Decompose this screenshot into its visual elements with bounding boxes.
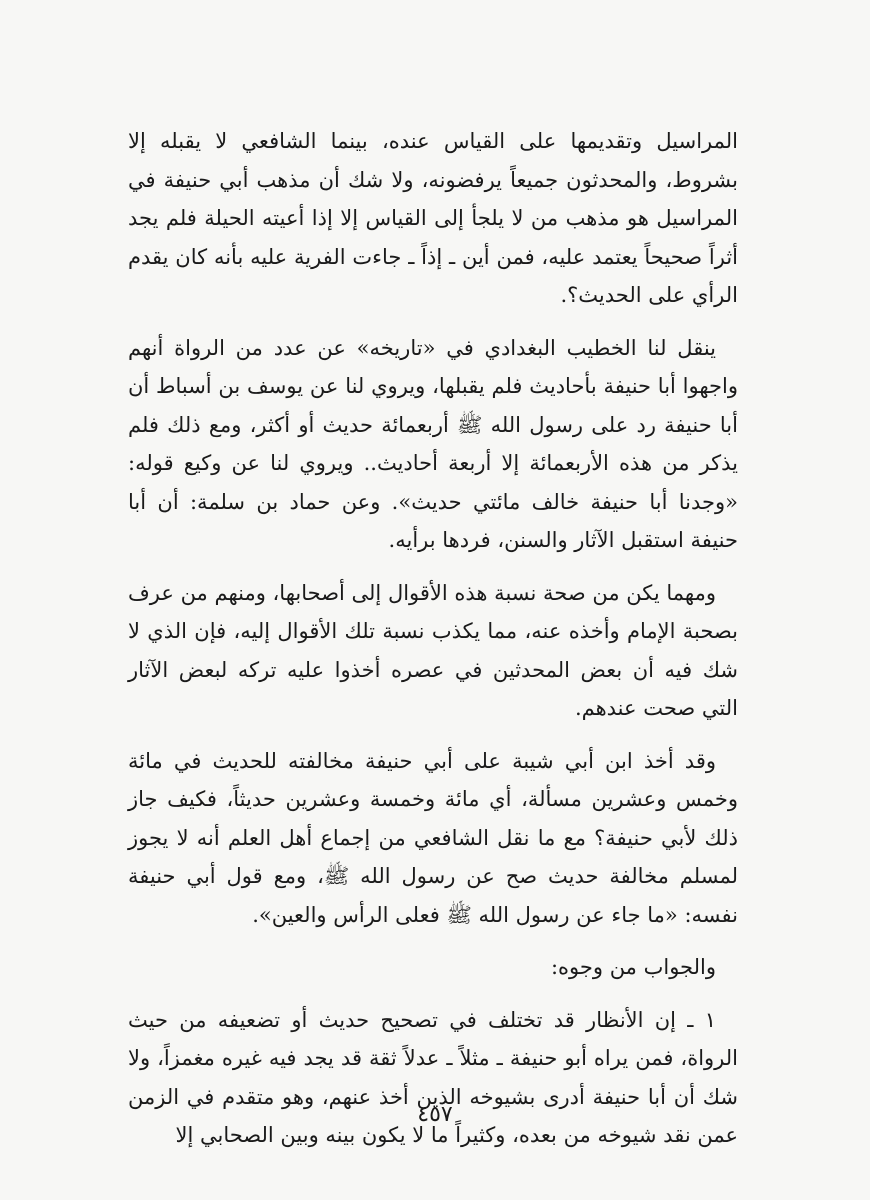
page-number: ٤٥٧ bbox=[417, 1102, 453, 1127]
paragraph-6: ١ ـ إن الأنظار قد تختلف في تصحيح حديث أو تضعيفه من حيث الرواة، فمن يراه أبو حنيفة ـ مثلاً ـ عدلاً ثقة قد يجد فيه غيره مغمزاً، ولا شك أن أبا حنيفة أدرى بشيوخه الذين أخذ عنهم، وهو متقدم في الزمن عمن نقد شيوخه من بعده، وكثيراً ما لا يكون بينه وبين الصحابي إلا bbox=[128, 1007, 738, 1147]
paragraph-4: وقد أخذ ابن أبي شيبة على أبي حنيفة مخالفته للحديث في مائة وخمس وعشرين مسألة، أي مائة وخمسة وعشرين حديثاً، فكيف جاز ذلك لأبي حنيفة؟ مع ما نقل الشافعي من إجماع أهل العلم أنه لا يجوز لمسلم مخالفة حديث صح عن رسول الله ﷺ، ومع قول أبي حنيفة نفسه: «ما جاء عن رسول الله ﷺ فعلى الرأس والعين». bbox=[128, 748, 738, 927]
paragraph-5: والجواب من وجوه: bbox=[550, 955, 716, 979]
paragraph-2: ينقل لنا الخطيب البغدادي في «تاريخه» عن عدد من الرواة أنهم واجهوا أبا حنيفة بأحاديث فلم يقبلها، ويروي لنا عن يوسف بن أسباط أن أبا حنيفة رد على رسول الله ﷺ أربعمائة حديث أو أكثر، ومع ذلك فلم يذكر من هذه الأربعمائة إلا أربعة أحاديث.. ويروي لنا عن وكيع قوله: «وجدنا أبا حنيفة خالف مائتي حديث». وعن حماد بن سلمة: أن أبا حنيفة استقبل الآثار والسنن، فردها برأيه. bbox=[128, 335, 738, 552]
paragraph-3: ومهما يكن من صحة نسبة هذه الأقوال إلى أصحابها، ومنهم من عرف بصحبة الإمام وأخذه عنه، مما يكذب نسبة تلك الأقوال إليه، فإن الذي لا شك فيه أن بعض المحدثين في عصره أخذوا عليه تركه لبعض الآثار التي صحت عندهم. bbox=[128, 580, 738, 720]
paragraph-1: المراسيل وتقديمها على القياس عنده، بينما الشافعي لا يقبله إلا بشروط، والمحدثون جميعاً يرفضونه، ولا شك أن مذهب أبي حنيفة في المراسيل هو مذهب من لا يلجأ إلى القياس إلا إذا أعيته الحيلة فلم يجد أثراً صحيحاً يعتمد عليه، فمن أين ـ إذاً ـ جاءت الفرية عليه بأنه كان يقدم الرأي على الحديث؟. bbox=[128, 129, 738, 307]
body-text bbox=[128, 122, 738, 1155]
